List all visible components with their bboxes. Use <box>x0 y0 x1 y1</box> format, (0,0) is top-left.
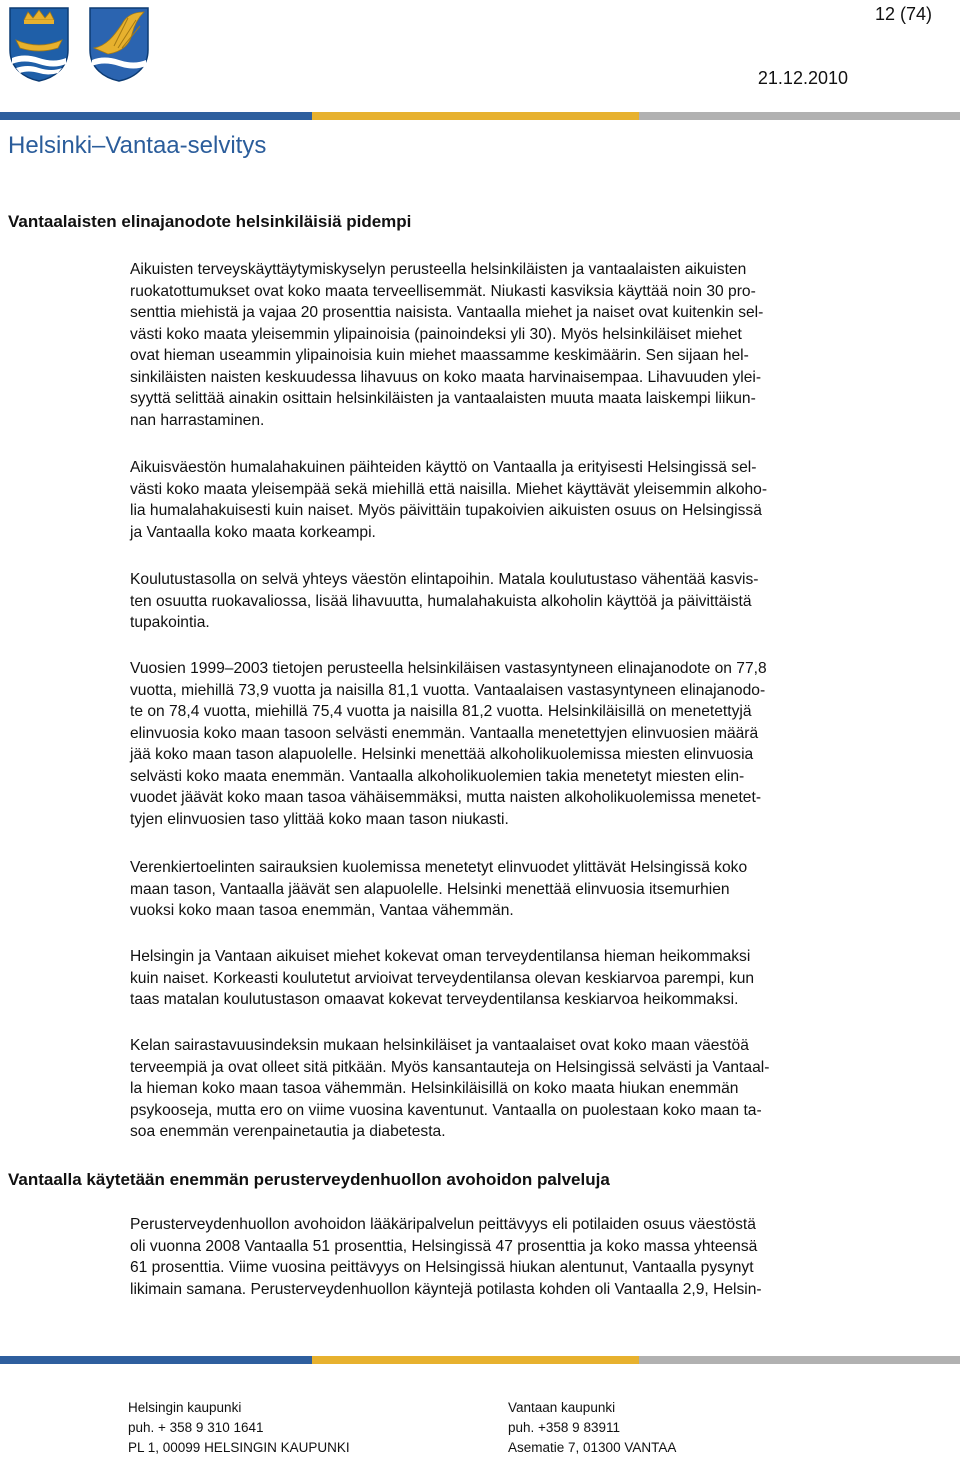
footer-city-name: Helsingin kaupunki <box>128 1400 242 1415</box>
text-line: Aikuisväestön humalahakuinen päihteiden käyttö on Vantaalla ja erityisesti Helsingissä sel- <box>130 459 757 476</box>
text-line: nan harrastaminen. <box>130 411 265 429</box>
text-line: ovat hieman useammin ylipainoisia kuin miehet maassamme keskimäärin. Sen sijaan hel- <box>130 347 749 364</box>
document-title: Helsinki–Vantaa-selvitys <box>8 132 267 159</box>
text-line: tyjen elinvuosien taso ylittää koko maan tason niukasti. <box>130 810 509 828</box>
footer-address: Asematie 7, 01300 VANTAA <box>508 1440 677 1455</box>
text-line: Helsingin ja Vantaan aikuiset miehet kokevat oman terveydentilansa hieman heikommaksi <box>130 948 751 965</box>
footer-helsinki <box>128 1398 350 1458</box>
footer-stripe <box>0 1356 960 1364</box>
footer-phone: puh. + 358 9 310 1641 <box>128 1420 264 1435</box>
text-line: lia humalahakuisesti kuin naiset. Myös päivittäin tupakoivien aikuisten osuus on Helsingissä <box>130 502 762 519</box>
text-line: västi koko maata yleisempää sekä miehillä että naisilla. Miehet käyttävät yleisemmin alkoho- <box>130 480 768 498</box>
text-line: jää koko maan tason alapuolelle. Helsinki menettää alkoholikuolemissa miesten elinvuosia <box>130 746 754 763</box>
paragraph <box>130 259 930 431</box>
text-line: tupakointia. <box>130 614 210 631</box>
text-line: oli vuonna 2008 Vantaalla 51 prosenttia, Helsingissä 47 prosenttia ja koko massa yhteensä <box>130 1237 758 1255</box>
text-line: sinkiläisten naisten keskuudessa lihavuus on koko maata harvinaisempaa. Lihavuuden ylei- <box>130 368 762 386</box>
paragraph <box>130 857 930 922</box>
text-line: ten osuutta ruokavaliossa, lisää lihavuutta, humalahakuista alkoholin käyttöä ja päivittäistä <box>130 592 752 610</box>
text-line: likimain samana. Perusterveydenhuollon käyntejä potilasta kohden oli Vantaalla 2,9, Helsin- <box>130 1280 762 1298</box>
footer-city-name: Vantaan kaupunki <box>508 1400 616 1415</box>
text-line: Verenkiertoelinten sairauksien kuolemissa menetetyt elinvuodet ylittävät Helsingissä koko <box>130 859 748 876</box>
text-line: ja Vantaalla koko maata korkeampi. <box>130 523 376 541</box>
text-line: syyttä selittää ainakin osittain helsinkiläisten ja vantaalaisten muuta maata laiskempi liikun- <box>130 390 756 407</box>
text-line: vuoksi koko maan tasoa enemmän, Vantaa vähemmän. <box>130 902 514 919</box>
text-line: Perusterveydenhuollon avohoidon lääkäripalvelun peittävyys eli potilaiden osuus väestöstä <box>130 1216 756 1233</box>
header-stripe <box>0 112 960 120</box>
paragraph <box>130 457 930 543</box>
footer-vantaa <box>508 1398 676 1458</box>
page-number: 12 (74) <box>874 4 932 24</box>
section-heading: Vantaalaisten elinajanodote helsinkiläisiä pidempi <box>8 212 412 231</box>
text-line: 61 prosenttia. Viime vuosina peittävyys on Helsingissä hiukan alentunut, Vantaalla pysynyt <box>130 1259 754 1276</box>
text-line: elinvuosia koko maan tasoon selvästi enemmän. Vantaalla menetettyjen elinvuosien määrä <box>130 724 759 742</box>
text-line: selvästi koko maata enemmän. Vantaalla alkoholikuolemien takia menetetyt miesten elin- <box>130 767 745 785</box>
text-line: senttia miehistä ja vajaa 20 prosenttia naisista. Vantaalla miehet ja naiset ovat kuitenkin sel- <box>130 304 764 321</box>
text-line: te on 78,4 vuotta, miehillä 75,4 vuotta ja naisilla 81,2 vuotta. Helsinkiläisillä on menetettyjä <box>130 703 752 720</box>
footer-phone: puh. +358 9 83911 <box>508 1420 620 1435</box>
paragraph <box>130 658 930 830</box>
text-line: kuin naiset. Korkeasti koulutetut arvioivat terveydentilansa olevan keskiarvoa parempi, kun <box>130 969 755 987</box>
section-heading: Vantaalla käytetään enemmän perusterveydenhuollon avohoidon palveluja <box>8 1170 610 1189</box>
text-line: Vuosien 1999–2003 tietojen perusteella helsinkiläisen vastasyntyneen elinajanodote on 77,8 <box>130 660 767 677</box>
text-line: ruokatottumukset ovat koko maata terveellisemmät. Niukasti kasviksia käyttää noin 30 pro- <box>130 282 756 300</box>
paragraph <box>130 569 930 634</box>
text-line: maan tason, Vantaalla jäävät sen alapuolelle. Helsinki menettää elinvuosia itsemurhien <box>130 880 730 898</box>
text-line: vuodet jäävät koko maan tasoa vähäisemmäksi, mutta naisten alkoholikuolemissa menetet- <box>130 789 762 806</box>
text-line: Kelan sairastavuusindeksin mukaan helsinkiläiset ja vantaalaiset ovat koko maan väestöä <box>130 1037 749 1054</box>
paragraph <box>130 1214 930 1300</box>
text-line: västi koko maata yleisemmin ylipainoisia (painoindeksi yli 30). Myös helsinkiläiset miehet <box>130 325 742 343</box>
text-line: taas matalan koulutustason omaavat kokevat terveydentilansa keskiarvoa heikommaksi. <box>130 991 739 1008</box>
footer-address: PL 1, 00099 HELSINGIN KAUPUNKI <box>128 1440 350 1455</box>
paragraph <box>130 946 930 1011</box>
text-line: vuotta, miehillä 73,9 vuotta ja naisilla 81,1 vuotta. Vantaalaisen vastasyntyneen elinajanodo- <box>130 681 766 699</box>
paragraph <box>130 1035 930 1143</box>
text-line: Koulutustasolla on selvä yhteys väestön elintapoihin. Matala koulutustaso vähentää kasvis- <box>130 571 759 588</box>
text-line: la hieman koko maan tasoa vähemmän. Helsinkiläisillä on koko maata hiukan enemmän <box>130 1080 739 1097</box>
text-line: Aikuisten terveyskäyttäytymiskyselyn perusteella helsinkiläisten ja vantaalaisten aikuisten <box>130 261 747 278</box>
text-line: soa enemmän verenpainetautia ja diabetesta. <box>130 1123 446 1140</box>
document-date: 21.12.2010 <box>757 68 848 88</box>
text-line: psykooseja, mutta ero on viime vuosina kaventunut. Vantaalla on puolestaan koko maan ta- <box>130 1101 762 1119</box>
helsinki-coat-of-arms <box>8 6 70 82</box>
text-line: terveempiä ja ovat olleet sitä pitkään. Myös kansantauteja on Helsingissä selvästi ja Vantaal- <box>130 1058 770 1076</box>
vantaa-coat-of-arms <box>88 6 150 82</box>
